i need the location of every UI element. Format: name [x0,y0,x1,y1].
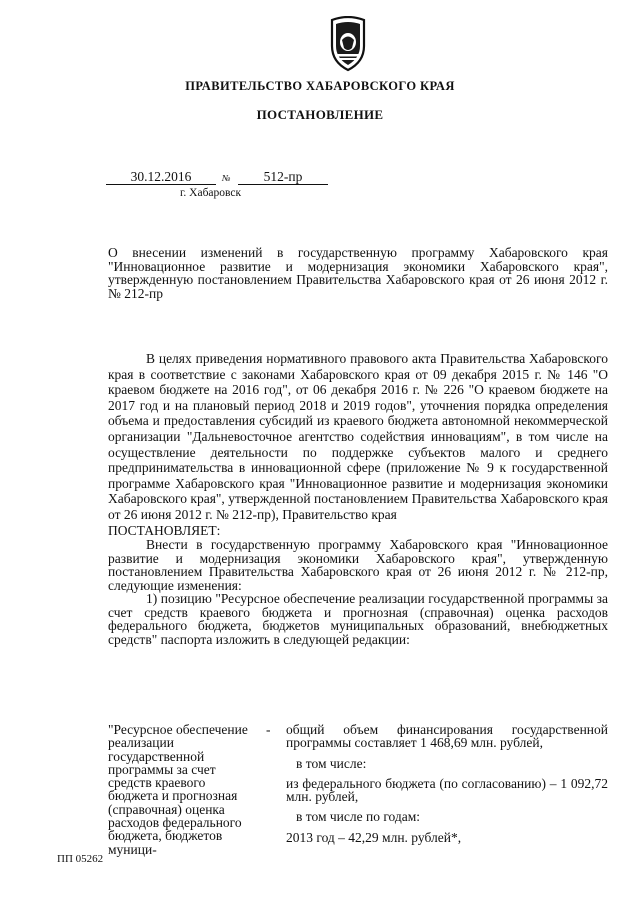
amendment-intro-paragraph: Внести в государственную программу Хабаровского края "Инновационное развитие и модернизация экономики Хабаровского края", утвержденную постановлением Правительства Хабаровского края от 26 июня 2012 г. № 212-пр, следующие изменения: [108,537,608,593]
document-code: ПП 05262 [57,853,104,865]
document-city: г. Хабаровск [180,187,242,199]
position-name-cell: "Ресурсное обеспечение реализации государственной программы за счет средств краевого бюджета и прогнозная (справочная) оценка расходов федерального бюджета, бюджетов муници- [108,722,248,857]
organization-title: ПРАВИТЕЛЬСТВО ХАБАРОВСКОГО КРАЯ [185,79,455,93]
federal-budget-line: из федерального бюджета (по согласованию) – 1 092,72 млн. рублей, [286,775,608,805]
amendment-item-1-paragraph: 1) позицию "Ресурсное обеспечение реализации государственной программы за счет средств краевого бюджета и прогнозная (справочная) оценка расходов федерального бюджета, бюджетов муниципальных образований, внебюджетных средств" паспорта изложить в следующей редакции: [108,591,608,647]
document-number: 512-пр [238,169,328,185]
document-subject: О внесении изменений в государственную программу Хабаровского края "Инновационное развитие и модернизация экономики Хабаровского края", утвержденную постановлением Правительства Хабаровского края от 26 июня 2012 г. № 212-пр [108,245,608,301]
document-type-title: ПОСТАНОВЛЕНИЕ [256,107,384,122]
position-dash: - [266,722,271,737]
number-sign: № [222,173,231,183]
resolves-heading: ПОСТАНОВЛЯЕТ: [108,522,221,538]
document-date: 30.12.2016 [106,169,216,185]
preamble-paragraph: В целях приведения нормативного правового акта Правительства Хабаровского края в соответствие с законами Хабаровского края от 09 декабря 2015 г. № 146 "О краевом бюджете на 2016 год", от 06 декабря 2016 г. № 226 "О краевом бюджете на 2017 год и на плановый период 2018 и 2019 годов", уточнения порядка определения объема и предоставления субсидий из краевого бюджета автономной некоммерческой организации "Дальневосточное агентство содействия инновациям", в том числе на осуществление деятельности по поддержке субъектов малого и среднего предпринимательства в инновационной сфере (приложение № 9 к государственной программе Хабаровского края "Инновационное развитие и модернизация экономики Хабаровского края", утвержденной постановлением Правительства Хабаровского края от 26 июня 2012 г. № 212-пр), Правительство края [108,351,608,522]
document-body [108,351,608,646]
year-2013-line: 2013 год – 42,29 млн. рублей*, [286,829,462,845]
including-line: в том числе: [296,755,367,771]
by-years-line: в том числе по годам: [296,809,421,825]
total-funding-line: общий объем финансирования государственной программы составляет 1 468,69 млн. рублей, [286,722,608,751]
position-value-cell [286,723,608,844]
khabarovsk-coat-of-arms-icon [326,16,370,72]
